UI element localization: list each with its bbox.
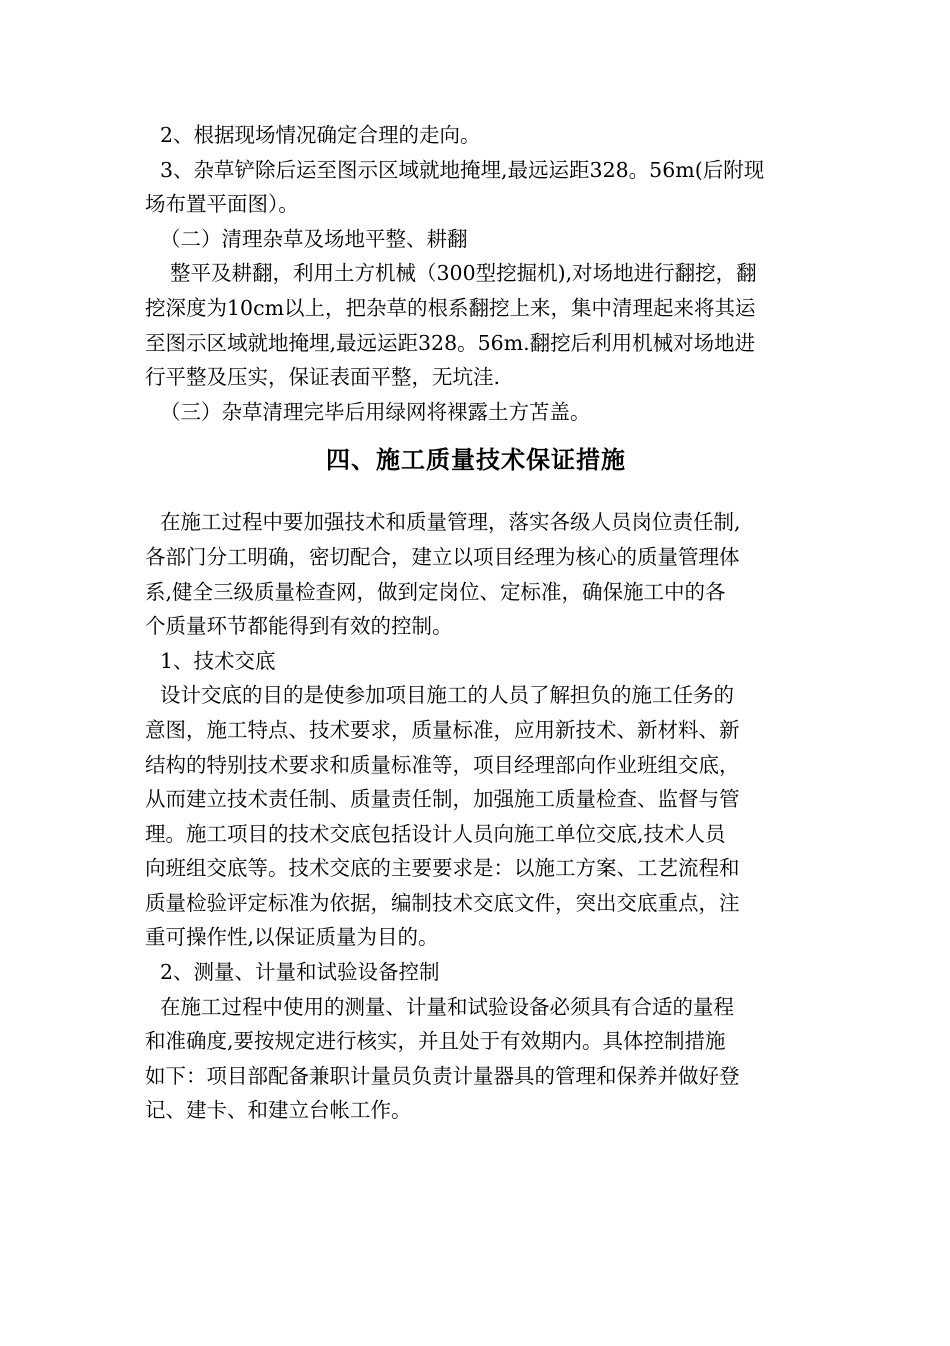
bottom-paragraphs xyxy=(145,505,807,1128)
text-line: 行平整及压实，保证表面平整，无坑洼. xyxy=(145,365,501,390)
text-line: 1、技术交底 xyxy=(160,648,276,673)
text-line: 场布置平面图）。 xyxy=(145,192,299,217)
text-line: 各部门分工明确，密切配合，建立以项目经理为核心的质量管理体 xyxy=(145,544,740,569)
text-line: 理。施工项目的技术交底包括设计人员向施工单位交底,技术人员 xyxy=(145,821,726,846)
text-line: 结构的特别技术要求和质量标准等，项目经理部向作业班组交底， xyxy=(145,752,740,777)
text-line: 质量检验评定标准为依据，编制技术交底文件，突出交底重点，注 xyxy=(145,890,740,915)
text-line: 意图，施工特点、技术要求，质量标准，应用新技术、新材料、新 xyxy=(145,717,740,742)
text-line: 在施工过程中使用的测量、计量和试验设备必须具有合适的量程 xyxy=(160,994,734,1019)
text-line: 2、根据现场情况确定合理的走向。 xyxy=(160,123,481,147)
text-line: 整平及耕翻，利用土方机械（300型挖掘机),对场地进行翻挖，翻 xyxy=(170,261,757,286)
text-line: （三）杂草清理完毕后用绿网将裸露土方苫盖。 xyxy=(160,399,591,424)
text-line: 挖深度为10cm以上，把杂草的根系翻挖上来，集中清理起来将其运 xyxy=(145,295,756,320)
text-line: 从而建立技术责任制、质量责任制，加强施工质量检查、监督与管 xyxy=(145,787,740,812)
text-line: 在施工过程中要加强技术和质量管理，落实各级人员岗位责任制, xyxy=(160,510,741,535)
text-line: 个质量环节都能得到有效的控制。 xyxy=(145,614,453,639)
document-page xyxy=(145,118,807,1128)
text-line: （二）清理杂草及场地平整、耕翻 xyxy=(160,226,468,251)
section-heading: 四、施工质量技术保证措施 xyxy=(326,445,626,475)
text-line: 3、杂草铲除后运至图示区域就地掩埋,最远运距328。56m(后附现 xyxy=(160,157,765,182)
top-paragraphs xyxy=(145,118,807,429)
text-line: 和准确度,要按规定进行核实，并且处于有效期内。具体控制措施 xyxy=(145,1029,726,1054)
text-line: 至图示区域就地掩埋,最远运距328。56m.翻挖后利用机械对场地进 xyxy=(145,330,756,355)
text-line: 记、建卡、和建立台帐工作。 xyxy=(145,1098,412,1123)
text-line: 向班组交底等。技术交底的主要要求是：以施工方案、工艺流程和 xyxy=(145,856,740,881)
text-line: 设计交底的目的是使参加项目施工的人员了解担负的施工任务的 xyxy=(160,683,734,708)
text-line: 2、测量、计量和试验设备控制 xyxy=(160,960,440,985)
text-line: 系,健全三级质量检查网，做到定岗位、定标准，确保施工中的各 xyxy=(145,579,726,604)
text-line: 重可操作性,以保证质量为目的。 xyxy=(145,925,439,950)
text-line: 如下：项目部配备兼职计量员负责计量器具的管理和保养并做好登 xyxy=(145,1063,740,1088)
